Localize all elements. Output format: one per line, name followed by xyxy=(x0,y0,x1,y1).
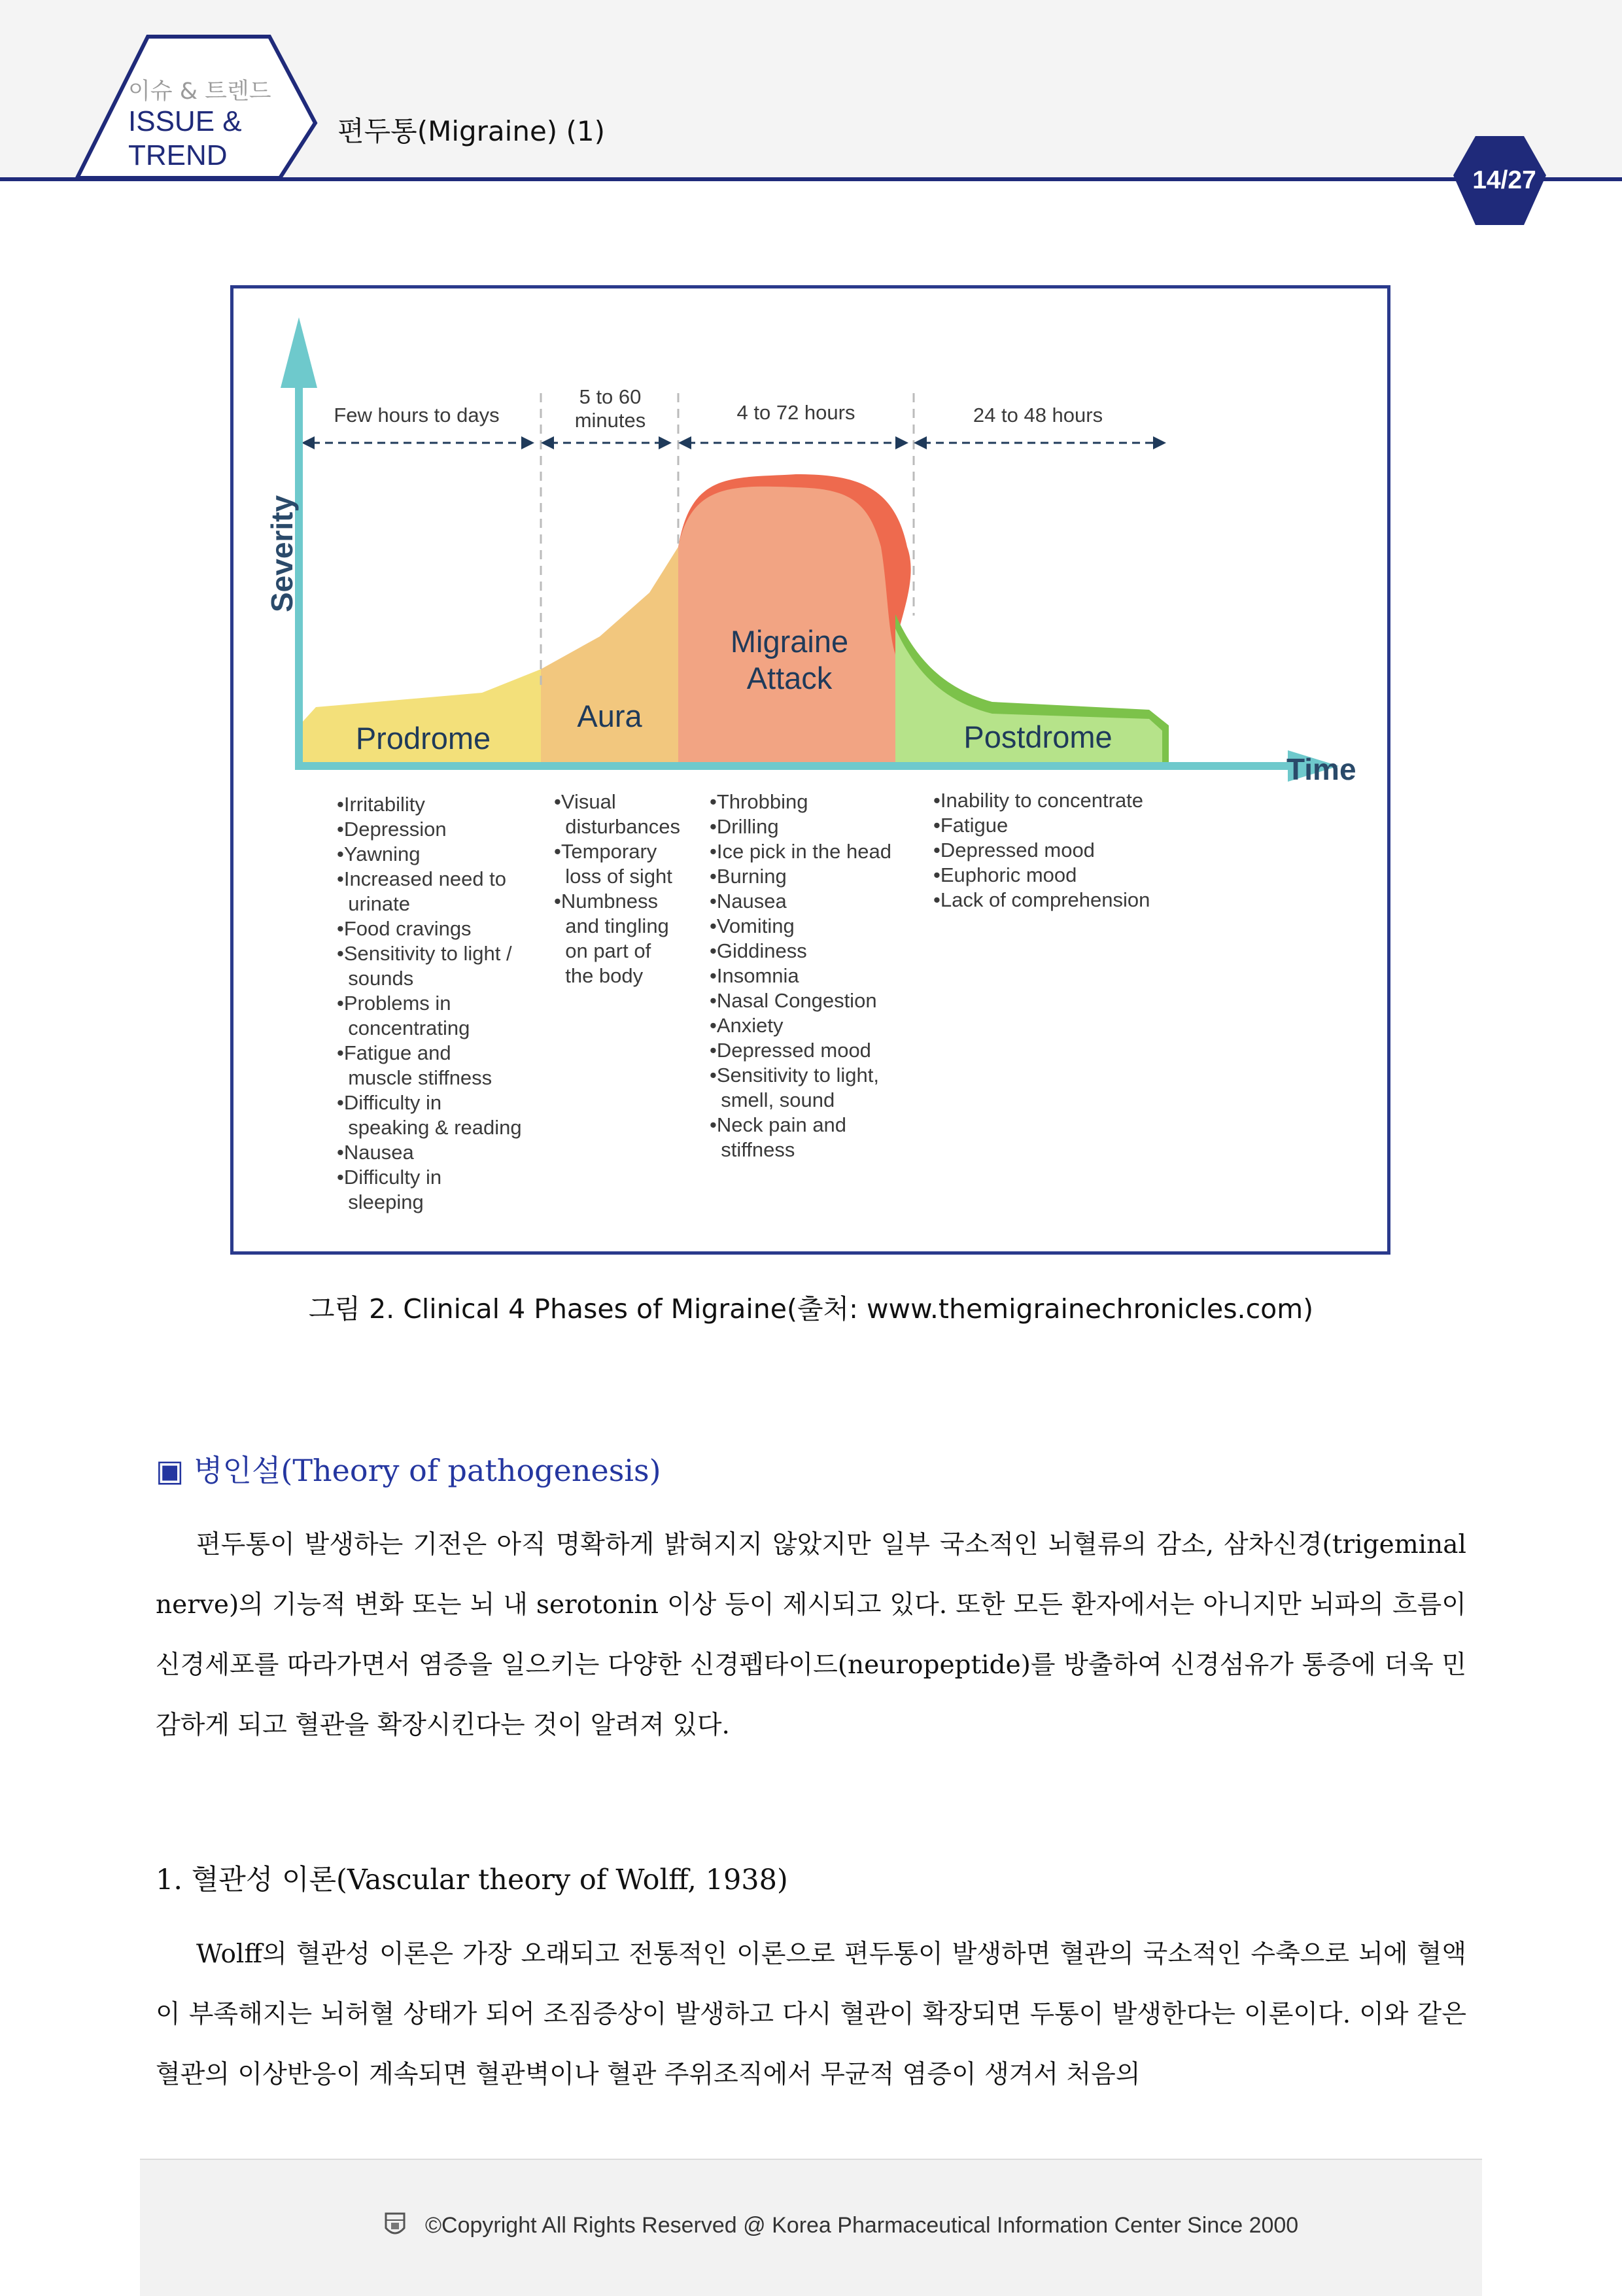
phase-aura: Aura xyxy=(577,699,642,733)
duration-attack: 4 to 72 hours xyxy=(736,401,855,424)
header-decoration xyxy=(0,0,1622,235)
figure-caption: 그림 2. Clinical 4 Phases of Migraine(출처: www.themigrainechronicles.com) xyxy=(308,1293,1314,1325)
symptoms-aura: •Visual disturbances •Temporary loss of sight •Numbness and tingling on part of the body xyxy=(554,790,680,987)
phase-prodrome: Prodrome xyxy=(355,721,491,756)
header-label-en: ISSUE & TREND xyxy=(128,105,242,171)
paragraph-vascular-theory: Wolff의 혈관성 이론은 가장 오래되고 전통적인 이론으로 편두통이 발생하면 혈관의 국소적인 수축으로 뇌에 혈액이 부족해지는 뇌허혈 상태가 되어 조짐증상이 발생하고 다시 혈관이 확장되면 두통이 발생한다는 이론이다. 이와 같은 혈관의 이상반응이 계속되면 혈관벽이나 혈관 주위조직에서 무균적 염증이 생겨서 처음의 xyxy=(156,1939,1466,2089)
duration-postdrome: 24 to 48 hours xyxy=(973,404,1103,426)
duration-aura: 5 to 60 minutes xyxy=(574,385,646,432)
subsection-title: 1. 혈관성 이론(Vascular theory of Wolff, 1938) xyxy=(156,1864,788,1896)
y-axis-arrow xyxy=(281,317,317,388)
duration-prodrome: Few hours to days xyxy=(334,404,500,426)
time-label: Time xyxy=(1286,752,1356,786)
header-rule xyxy=(0,177,1622,181)
page-number: 14/27 xyxy=(1472,166,1536,194)
phase-attack: Migraine Attack xyxy=(730,624,849,695)
phase-postdrome: Postdrome xyxy=(963,720,1113,754)
header-label-ko: 이슈 & 트렌드 xyxy=(128,78,271,105)
symptoms-postdrome: •Inability to concentrate •Fatigue •Depressed mood •Euphoric mood •Lack of comprehension xyxy=(933,789,1150,911)
paragraph-pathogenesis: 편두통이 발생하는 기전은 아직 명확하게 밝혀지지 않았지만 일부 국소적인 뇌혈류의 감소, 삼차신경(trigeminal nerve)의 기능적 변화 또는 뇌 내 serotonin 이상 등이 제시되고 있다. 또한 모든 환자에서는 아니지만 뇌파의 흐름이 신경세포를 따라가면서 염증을 일으키는 다양한 신경펩타이드(neuropeptide)를 방출하여 신경섬유가 통증에 더욱 민감하게 되고 혈관을 확장시킨다는 것이 알려져 있다. xyxy=(156,1530,1466,1740)
symptoms-prodrome: •Irritability •Depression •Yawning •Increased need to urinate •Food cravings •Sensitivity to light / sounds •Problems in concentrating •Fatigue and muscle stiffness •Difficulty in speaking & reading •Nausea •Difficulty in sleeping xyxy=(337,793,522,1213)
severity-label: Severity xyxy=(265,495,299,612)
document-title: 편두통(Migraine) (1) xyxy=(337,115,606,147)
figure-migraine-phases xyxy=(230,285,1390,1255)
kpic-logo-icon xyxy=(383,2211,407,2240)
section-title: ▣ 병인설(Theory of pathogenesis) xyxy=(156,1453,661,1488)
symptoms-attack: •Throbbing •Drilling •Ice pick in the head •Burning •Nausea •Vomiting •Giddiness •Insomnia •Nasal Congestion •Anxiety •Depressed mood •Sensitivity to light, smell, sound •Neck pain and stiffness xyxy=(710,790,891,1161)
copyright-text: ©Copyright All Rights Reserved @ Korea Pharmaceutical Information Center Since 2000 xyxy=(425,2213,1299,2238)
x-axis xyxy=(295,762,1296,770)
